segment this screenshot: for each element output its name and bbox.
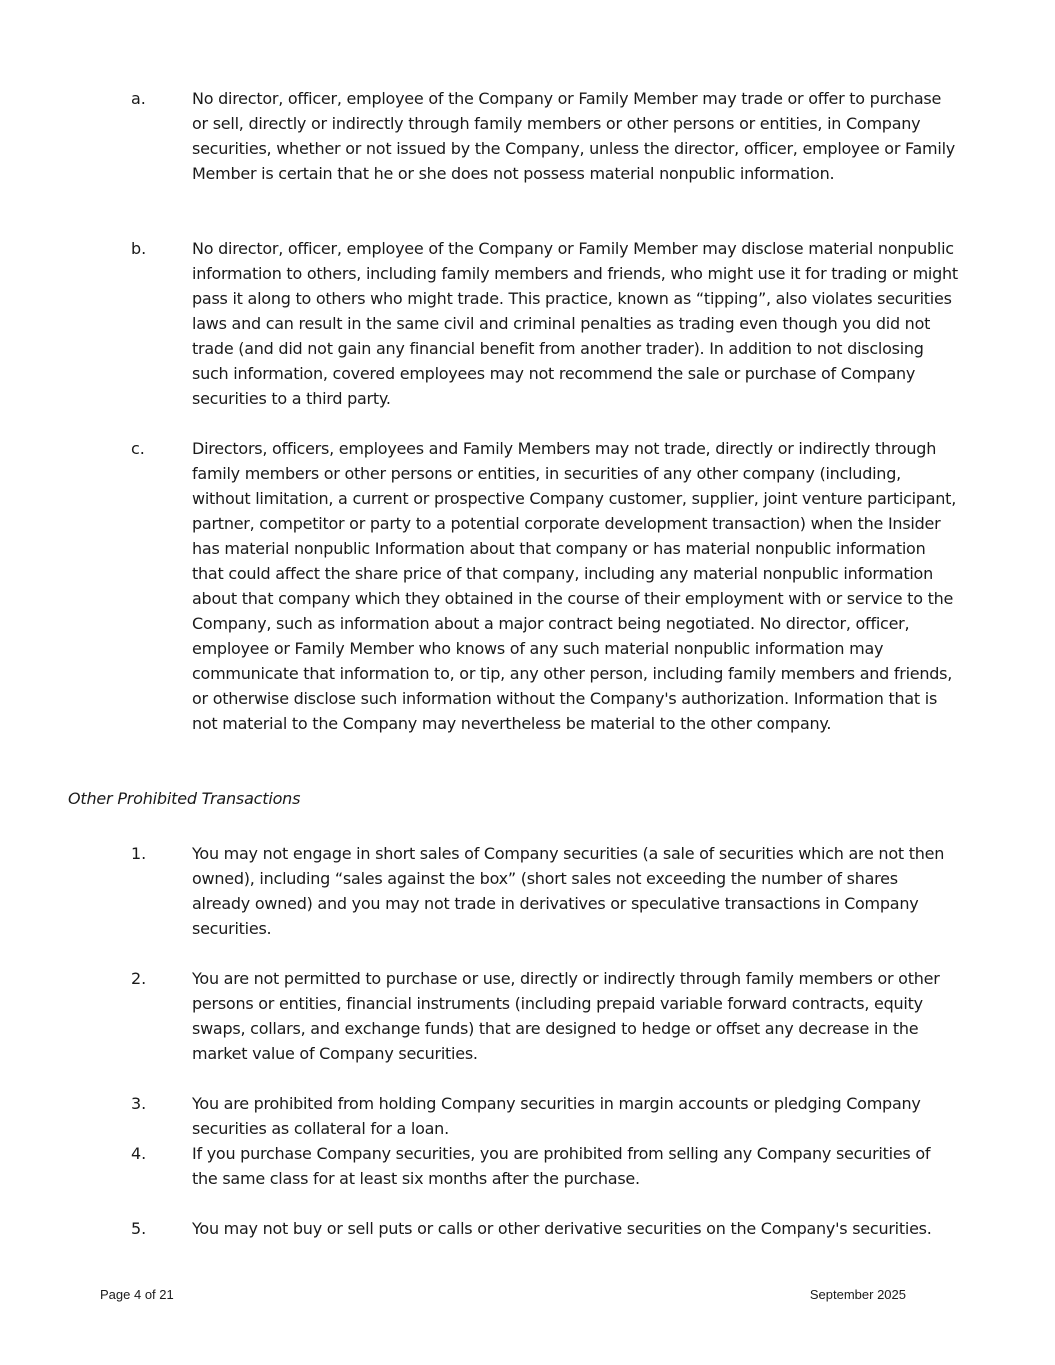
list-item-text: No director, officer, employee of the Company or Family Member may trade or offer to purchase or sell, directly or indirectly through family members or other persons or entities, in Company securities, whether or not issued by the Company, unless the director, officer, employee or Family Member is certain that he or she does not possess material nonpublic information.	[192, 89, 955, 183]
list-marker: 2.	[131, 969, 147, 988]
footer-page-number: Page 4 of 21	[100, 1287, 174, 1302]
list-marker: a.	[131, 89, 146, 108]
list-item-text: Directors, officers, employees and Family Members may not trade, directly or indirectly through family members or other persons or entities, in securities of any other company (including, without limitation, a current or prospective Company customer, supplier, joint venture participant, partner, competitor or party to a potential corporate development transaction) when the Insider has material nonpublic Information about that company or has material nonpublic information that could affect the share price of that company, including any material nonpublic information about that company which they obtained in the course of their employment with or service to the Company, such as information about a major contract being negotiated. No director, officer, employee or Family Member who knows of any such material nonpublic information may communicate that information to, or tip, any other person, including family members and friends, or otherwise disclose such information without the Company's authorization. Information that is not material to the Company may nevertheless be material to the other company.	[192, 439, 957, 733]
list-marker: c.	[131, 439, 145, 458]
list-item-text: You may not buy or sell puts or calls or other derivative securities on the Company's securities.	[192, 1219, 932, 1238]
list-marker: b.	[131, 239, 147, 258]
list-item-text: If you purchase Company securities, you are prohibited from selling any Company securities of the same class for at least six months after the purchase.	[192, 1144, 931, 1188]
list-marker: 1.	[131, 844, 147, 863]
section-heading: Other Prohibited Transactions	[68, 789, 301, 808]
list-marker: 4.	[131, 1144, 147, 1163]
list-item-text: You are prohibited from holding Company securities in margin accounts or pledging Company securities as collateral for a loan.	[192, 1094, 921, 1138]
list-marker: 5.	[131, 1219, 147, 1238]
footer-date: September 2025	[809, 1287, 906, 1302]
list-item-text: You may not engage in short sales of Company securities (a sale of securities which are not then owned), including “sales against the box” (short sales not exceeding the number of shares already owned) and you may not trade in derivatives or speculative transactions in Company securities.	[192, 844, 945, 938]
list-item-text: No director, officer, employee of the Company or Family Member may disclose material nonpublic information to others, including family members and friends, who might use it for trading or might pass it along to others who might trade. This practice, known as “tipping”, also violates securities laws and can result in the same civil and criminal penalties as trading even though you did not trade (and did not gain any financial benefit from another trader). In addition to not disclosing such information, covered employees may not recommend the sale or purchase of Company securities to a third party.	[192, 239, 958, 408]
list-item-text: You are not permitted to purchase or use, directly or indirectly through family members or other persons or entities, financial instruments (including prepaid variable forward contracts, equity swaps, collars, and exchange funds) that are designed to hedge or offset any decrease in the market value of Company securities.	[192, 969, 940, 1063]
list-marker: 3.	[131, 1094, 147, 1113]
